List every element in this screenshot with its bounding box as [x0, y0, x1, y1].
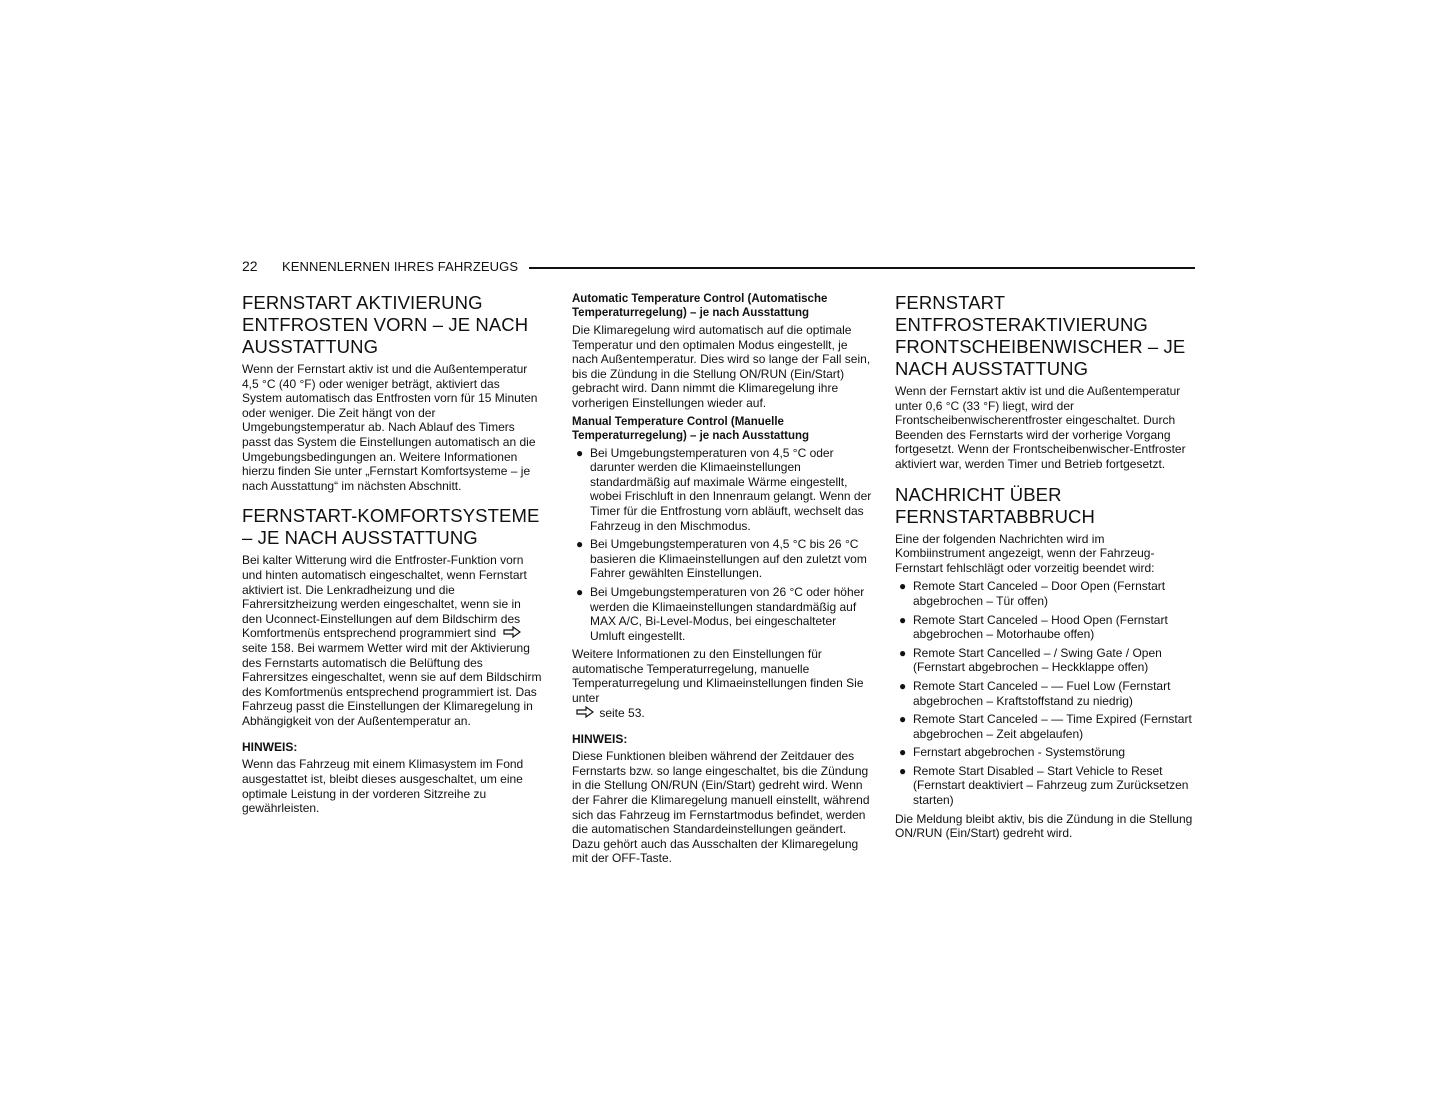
page-number: 22	[242, 258, 258, 274]
list-item: ● Remote Start Canceled – — Fuel Low (Fernstart abgebrochen – Kraftstoffstand zu niedrig)	[899, 678, 1171, 708]
page-reference: seite 53.	[599, 705, 645, 720]
note-text: Diese Funktionen bleiben während der Zeitdauer des Fernstarts bzw. so lange eingeschaltet, bis die Zündung in die Stellung ON/RUN (Ein/Start) gedreht wird. Wenn der Fahrer die Klimaregelung manuell einstellt, während sich das Fahrzeug im Fernstartmodus befindet, werden die automatischen Standardeinstellungen geändert. Dazu gehört auch das Ausschalten der Klimaregelung mit der OFF-Taste.	[572, 749, 870, 866]
note-heading: HINWEIS:	[242, 740, 298, 755]
list-item: ● Remote Start Disabled – Start Vehicle to Reset (Fernstart deaktiviert – Fahrzeug zum Zurücksetzen starten)	[899, 763, 1189, 808]
bullet-icon: ●	[576, 445, 584, 460]
manual-temp-list	[572, 446, 872, 644]
subheading-auto-temp: Automatic Temperature Control (Automatische Temperaturregelung) – je nach Ausstattung	[572, 293, 828, 319]
bullet-icon: ●	[576, 584, 584, 599]
paragraph-abort-intro: Eine der folgenden Nachrichten wird im Kombiinstrument angezeigt, wenn der Fahrzeug-Fernstart fehlschlägt oder vorzeitig beendet wird:	[895, 531, 1155, 575]
heading-comfort-systems: FERNSTART-KOMFORTSYSTEME – JE NACH AUSSTATTUNG	[242, 505, 540, 549]
bullet-icon: ●	[899, 645, 907, 660]
paragraph-abort-outro: Die Meldung bleibt aktiv, bis die Zündung in die Stellung ON/RUN (Ein/Start) gedreht wird.	[895, 811, 1193, 841]
bullet-icon: ●	[576, 537, 584, 552]
header-rule	[529, 267, 1195, 269]
bullet-icon: ●	[899, 763, 907, 778]
list-item: ● Bei Umgebungstemperaturen von 26 °C oder höher werden die Klimaeinstellungen standardmäßig auf MAX A/C, Bi-Level-Modus, bei eingeschalteter Umluft eingestellt.	[576, 584, 865, 643]
heading-abort-message: NACHRICHT ÜBER FERNSTARTABBRUCH	[895, 483, 1095, 527]
bullet-icon: ●	[899, 612, 907, 627]
section-title: KENNENLERNEN IHRES FAHRZEUGS	[282, 259, 519, 274]
page-ref-arrow-icon[interactable]	[503, 626, 521, 638]
column-1	[242, 292, 542, 820]
heading-wiper-defrost: FERNSTART ENTFROSTERAKTIVIERUNG FRONTSCHEIBENWISCHER – JE NACH AUSSTATTUNG	[895, 292, 1186, 379]
list-item: ● Bei Umgebungstemperaturen von 4,5 °C oder darunter werden die Klimaeinstellungen standardmäßig auf maximale Wärme eingestellt, wobei Frischluft in den Innenraum gelangt. Wenn der Timer für die Entfrostung vorn abläuft, wechselt das Fahrzeug in den Mischmodus.	[576, 445, 872, 533]
heading-defrost-activation: FERNSTART AKTIVIERUNG ENTFROSTEN VORN – JE NACH AUSSTATTUNG	[242, 292, 529, 357]
note-heading: HINWEIS:	[572, 732, 628, 747]
bullet-icon: ●	[899, 712, 907, 727]
paragraph-comfort	[242, 553, 542, 728]
bullet-icon: ●	[899, 678, 907, 693]
paragraph-wiper-defrost: Wenn der Fernstart aktiv ist und die Außentemperatur unter 0,6 °C (33 °F) liegt, wird der Frontscheibenwischerentfroster eingeschaltet. Durch Beenden des Fernstarts wird der vorherige Vorgang fortgesetzt. Wenn der Frontscheibenwischer-Entfroster aktiviert war, werden Timer und Betrieb fortgesetzt.	[895, 384, 1186, 471]
paragraph-defrost: Wenn der Fernstart aktiv ist und die Außentemperatur 4,5 °C (40 °F) oder weniger beträgt, aktiviert das System automatisch das Entfrosten vorn für 15 Minuten oder weniger. Die Zeit hängt von der Umgebungstemperatur ab. Nach Ablauf des Timers passt das System die Einstellungen automatisch an die Umgebungsbedingungen an. Weitere Informationen hierzu finden Sie unter „Fernstart Komfortsysteme – je nach Ausstattung“ im nächsten Abschnitt.	[242, 362, 538, 493]
list-item: ● Fernstart abgebrochen - Systemstörung	[899, 745, 1126, 760]
column-3	[895, 292, 1195, 845]
list-item: ● Bei Umgebungstemperaturen von 4,5 °C bis 26 °C basieren die Klimaeinstellungen auf den zuletzt vom Fahrer gewählten Einstellungen.	[576, 537, 867, 581]
paragraph-more-info: Weitere Informationen zu den Einstellungen für automatische Temperaturregelung, manuelle Temperaturregelung und Klimaeinstellungen finden Sie unter seite 53.	[572, 647, 864, 720]
subheading-manual-temp: Manual Temperature Control (Manuelle Temperaturregelung) – je nach Ausstattung	[572, 415, 810, 442]
note-text: Wenn das Fahrzeug mit einem Klimasystem im Fond ausgestattet ist, bleibt dieses ausgeschaltet, um eine optimale Leistung in der vorderen Sitzreihe zu gewährleisten.	[242, 757, 524, 816]
column-2	[572, 292, 872, 870]
page-ref-arrow-icon[interactable]	[576, 706, 594, 718]
list-item: ● Remote Start Cancelled – / Swing Gate / Open (Fernstart abgebrochen – Heckklappe offen)	[899, 645, 1162, 675]
bullet-icon: ●	[899, 579, 907, 594]
paragraph-comfort-part2: seite 158. Bei warmem Wetter wird mit der Aktivierung des Fernstarts automatisch die Belüftung des Fahrersitzes eingeschaltet, wenn sie auf dem Bildschirm des Komfortmenüs entsprechend programmiert ist. Das Fahrzeug passt die Einstellungen der Klimaregelung in Abhängigkeit von der Außentemperatur an.	[242, 640, 542, 728]
list-item: ● Remote Start Canceled – Door Open (Fernstart abgebrochen – Tür offen)	[899, 579, 1166, 608]
abort-message-list	[895, 579, 1195, 807]
page-header	[242, 258, 1195, 280]
paragraph-auto-temp: Die Klimaregelung wird automatisch auf die optimale Temperatur und den optimalen Modus eingestellt, je nach Außentemperatur. Dies wird so lange der Fall sein, bis die Zündung in die Stellung ON/RUN (Ein/Start) gebracht wird. Dann nimmt die Klimaregelung ihre vorherigen Einstellungen wieder auf.	[572, 323, 871, 410]
bullet-icon: ●	[899, 745, 907, 760]
list-item: ● Remote Start Canceled – Hood Open (Fernstart abgebrochen – Motorhaube offen)	[899, 612, 1168, 642]
paragraph-comfort-part1: Bei kalter Witterung wird die Entfroster-Funktion vorn und hinten automatisch eingeschaltet, wenn Fernstart aktiviert ist. Die Lenkradheizung und die Fahrersitzheizung werden eingeschaltet, wenn sie in den Uconnect-Einstellungen auf dem Bildschirm des Komfortmenüs entsprechend programmiert sind	[242, 553, 527, 641]
list-item: ● Remote Start Canceled – — Time Expired (Fernstart abgebrochen – Zeit abgelaufen)	[899, 712, 1192, 741]
